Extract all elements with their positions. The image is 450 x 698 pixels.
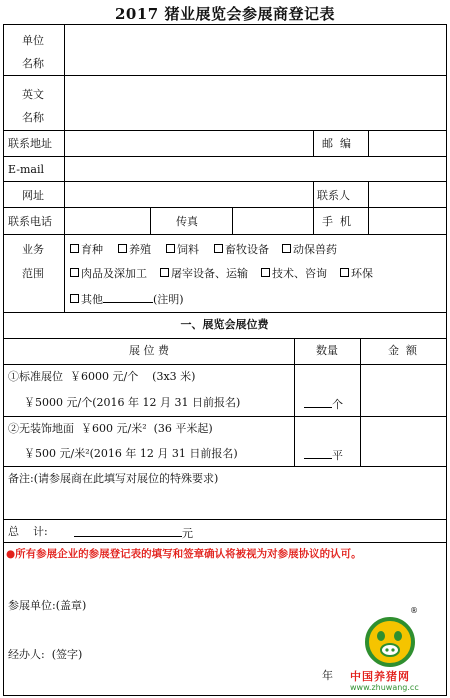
other-note: (注明) bbox=[153, 293, 184, 306]
rule bbox=[4, 519, 446, 520]
contact-person-label: 联系人 bbox=[317, 189, 350, 202]
rule bbox=[294, 338, 295, 466]
fax-label: 传真 bbox=[176, 215, 198, 228]
email-input[interactable] bbox=[66, 158, 445, 180]
rule bbox=[4, 338, 446, 339]
contact-person-input[interactable] bbox=[370, 183, 445, 206]
rule bbox=[4, 181, 446, 182]
agreement-notice: ●所有参展企业的参展登记表的填写和签章确认将被视为对参展协议的认可。 bbox=[6, 548, 362, 560]
business-options-row-3 bbox=[70, 292, 184, 305]
checkbox-icon bbox=[282, 244, 291, 253]
checkbox-consulting[interactable]: 技术、咨询 bbox=[261, 267, 327, 280]
website-label: 网址 bbox=[22, 189, 44, 202]
unit-name-label: 单位 bbox=[22, 34, 44, 47]
checkbox-breeding[interactable]: 育种 bbox=[70, 243, 103, 256]
raw-space-quantity-input[interactable] bbox=[304, 448, 332, 459]
english-name-label: 英文 bbox=[22, 88, 44, 101]
rule bbox=[64, 25, 65, 312]
checkbox-veterinary[interactable]: 动保兽药 bbox=[282, 243, 337, 256]
raw-space-early-price: ￥500 元/米²(2016 年 12 月 31 日前报名) bbox=[24, 447, 238, 460]
checkbox-icon bbox=[214, 244, 223, 253]
phone-input[interactable] bbox=[66, 209, 149, 233]
address-input[interactable] bbox=[66, 132, 312, 155]
total-label: 总 计: bbox=[8, 525, 48, 538]
email-label: E-mail bbox=[8, 163, 44, 176]
rule bbox=[4, 466, 446, 467]
website-input[interactable] bbox=[66, 183, 312, 206]
rule bbox=[4, 364, 446, 365]
rule bbox=[313, 181, 314, 207]
checkbox-icon bbox=[166, 244, 175, 253]
rule bbox=[4, 130, 446, 131]
raw-space-price: ②无装饰地面 ￥600 元/米² (36 平米起) bbox=[8, 422, 213, 435]
checkbox-other[interactable]: 其他 bbox=[70, 293, 103, 306]
raw-space-quantity: 平 bbox=[304, 448, 343, 461]
raw-space-amount-input[interactable] bbox=[362, 418, 445, 464]
rule bbox=[313, 130, 314, 156]
english-name-label: 名称 bbox=[22, 111, 44, 124]
year-label: 年 bbox=[322, 669, 333, 682]
checkbox-icon bbox=[70, 268, 79, 277]
rule bbox=[368, 181, 369, 207]
checkbox-icon bbox=[70, 244, 79, 253]
rule bbox=[4, 234, 446, 235]
address-label: 联系地址 bbox=[8, 137, 52, 150]
phone-label: 联系电话 bbox=[8, 215, 52, 228]
remarks-label: 备注:(请参展商在此填写对展位的特殊要求) bbox=[8, 472, 219, 485]
fax-input[interactable] bbox=[234, 209, 312, 233]
checkbox-icon bbox=[118, 244, 127, 253]
logo-name: 中国养猪网 bbox=[350, 670, 410, 683]
checkbox-equipment[interactable]: 畜牧设备 bbox=[214, 243, 269, 256]
rule bbox=[4, 156, 446, 157]
zhuwang-logo bbox=[348, 604, 436, 694]
checkbox-icon bbox=[70, 294, 79, 303]
postcode-input[interactable] bbox=[370, 132, 445, 155]
rule bbox=[232, 207, 233, 234]
total-input[interactable] bbox=[74, 526, 182, 537]
checkbox-environmental[interactable]: 环保 bbox=[340, 267, 373, 280]
rule bbox=[4, 207, 446, 208]
business-scope-label: 范围 bbox=[22, 267, 44, 280]
standard-booth-price: ①标准展位 ￥6000 元/个 (3x3 米) bbox=[8, 370, 196, 383]
rule bbox=[368, 130, 369, 156]
business-options-row-2 bbox=[70, 268, 373, 279]
registered-mark: ® bbox=[410, 606, 418, 615]
rule bbox=[313, 207, 314, 234]
rule bbox=[4, 542, 446, 543]
checkbox-farming[interactable]: 养殖 bbox=[118, 243, 151, 256]
quantity-column-header: 数量 bbox=[316, 344, 338, 357]
checkbox-icon bbox=[340, 268, 349, 277]
remarks-input[interactable] bbox=[6, 487, 445, 517]
form-title: 2017 猪业展览会参展商登记表 bbox=[115, 5, 335, 23]
postcode-label: 邮 编 bbox=[322, 137, 351, 150]
rule bbox=[360, 338, 361, 466]
fee-section-title: 一、展览会展位费 bbox=[180, 318, 269, 331]
standard-booth-quantity: 个 bbox=[304, 397, 343, 410]
registration-form bbox=[3, 24, 447, 696]
mobile-label: 手 机 bbox=[322, 215, 351, 228]
checkbox-feed[interactable]: 饲料 bbox=[166, 243, 199, 256]
standard-booth-quantity-input[interactable] bbox=[304, 397, 332, 408]
unit-name-label: 名称 bbox=[22, 57, 44, 70]
rule bbox=[368, 207, 369, 234]
other-input[interactable] bbox=[103, 292, 153, 303]
unit-name-input[interactable] bbox=[66, 26, 445, 74]
checkbox-meat-processing[interactable]: 肉品及深加工 bbox=[70, 267, 147, 280]
logo-url: www.zhuwang.cc bbox=[350, 683, 419, 692]
standard-booth-amount-input[interactable] bbox=[362, 366, 445, 414]
fee-column-header: 展 位 费 bbox=[129, 344, 169, 357]
standard-booth-early-price: ￥5000 元/个(2016 年 12 月 31 日前报名) bbox=[24, 396, 241, 409]
rule bbox=[4, 312, 446, 313]
total-field: 元 bbox=[74, 526, 193, 539]
business-scope-label: 业务 bbox=[22, 243, 44, 256]
handler-signature-label: 经办人: (签字) bbox=[8, 648, 83, 661]
checkbox-icon bbox=[261, 268, 270, 277]
rule bbox=[150, 207, 151, 234]
checkbox-slaughter[interactable]: 屠宰设备、运输 bbox=[160, 267, 248, 280]
english-name-input[interactable] bbox=[66, 77, 445, 129]
rule bbox=[4, 416, 446, 417]
business-options-row-1 bbox=[70, 244, 337, 255]
checkbox-icon bbox=[160, 268, 169, 277]
exhibitor-seal-label: 参展单位:(盖章) bbox=[8, 599, 87, 612]
mobile-input[interactable] bbox=[370, 209, 445, 233]
rule bbox=[4, 75, 446, 76]
amount-column-header: 金 额 bbox=[388, 344, 417, 357]
